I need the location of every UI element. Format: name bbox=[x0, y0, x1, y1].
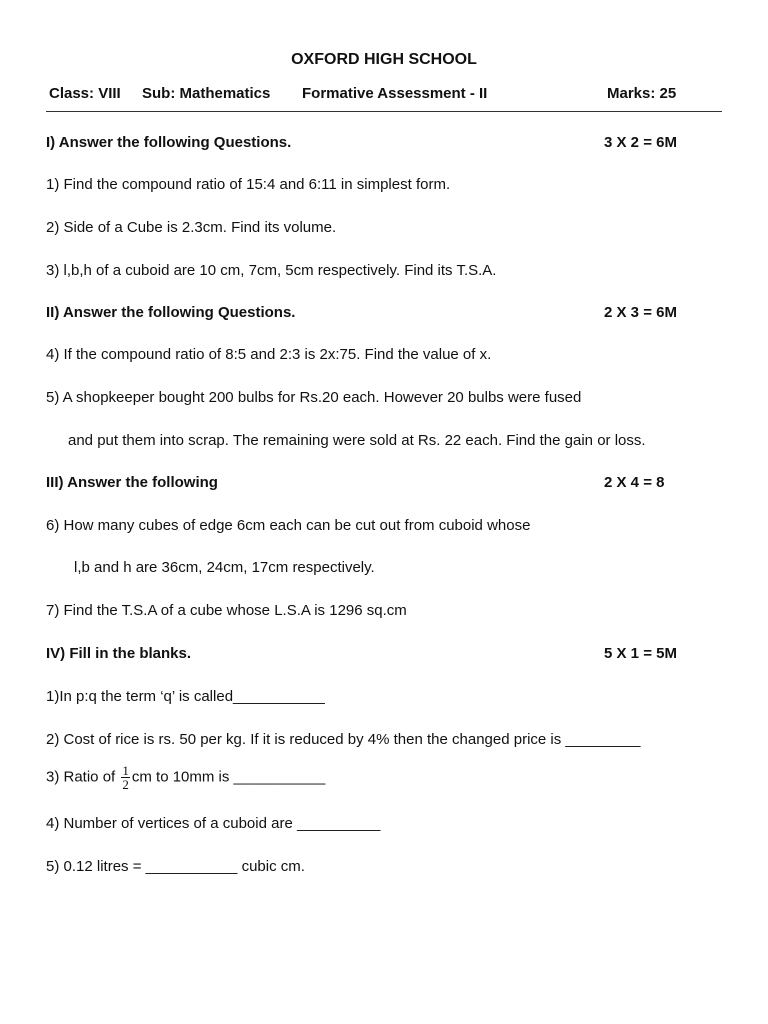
question-5-line-2: and put them into scrap. The remaining were sold at Rs. 22 each. Find the gain or loss. bbox=[68, 432, 646, 449]
section-3-marks: 2 X 4 = 8 bbox=[604, 474, 665, 491]
question-7: 7) Find the T.S.A of a cube whose L.S.A is 1296 sq.cm bbox=[46, 602, 407, 619]
question-6-line-1: 6) How many cubes of edge 6cm each can be cut out from cuboid whose bbox=[46, 517, 531, 534]
header-divider bbox=[46, 111, 722, 112]
fraction-numerator: 1 bbox=[122, 763, 129, 778]
question-2: 2) Side of a Cube is 2.3cm. Find its volume. bbox=[46, 219, 337, 236]
question-5-line-1: 5) A shopkeeper bought 200 bulbs for Rs.20 each. However 20 bulbs were fused bbox=[46, 389, 582, 406]
blank-3-prefix: 3) Ratio of bbox=[46, 768, 116, 786]
blank-2: 2) Cost of rice is rs. 50 per kg. If it is reduced by 4% then the changed price is _________ bbox=[46, 731, 641, 748]
section-1-heading: I) Answer the following Questions. bbox=[46, 134, 292, 151]
subject-label: Sub: Mathematics bbox=[142, 85, 271, 102]
school-title: OXFORD HIGH SCHOOL bbox=[291, 51, 477, 68]
class-label: Class: VIII bbox=[49, 85, 121, 102]
section-3-heading: III) Answer the following bbox=[46, 474, 218, 491]
total-marks-label: Marks: 25 bbox=[607, 85, 677, 102]
fraction-denominator: 2 bbox=[122, 777, 129, 792]
blank-5: 5) 0.12 litres = ___________ cubic cm. bbox=[46, 858, 305, 875]
section-4-heading: IV) Fill in the blanks. bbox=[46, 645, 192, 662]
blank-3-suffix: cm to 10mm is ___________ bbox=[131, 768, 326, 786]
question-4: 4) If the compound ratio of 8:5 and 2:3 is 2x:75. Find the value of x. bbox=[46, 346, 492, 363]
question-1: 1) Find the compound ratio of 15:4 and 6:11 in simplest form. bbox=[46, 176, 451, 193]
blank-1: 1)In p:q the term ‘q’ is called___________ bbox=[46, 688, 325, 705]
question-3: 3) l,b,h of a cuboid are 10 cm, 7cm, 5cm respectively. Find its T.S.A. bbox=[46, 262, 497, 279]
section-2-marks: 2 X 3 = 6M bbox=[604, 304, 677, 321]
exam-label: Formative Assessment - II bbox=[302, 85, 488, 102]
blank-3 bbox=[46, 764, 325, 791]
section-2-heading: II) Answer the following Questions. bbox=[46, 304, 296, 321]
section-1-marks: 3 X 2 = 6M bbox=[604, 134, 677, 151]
blank-4: 4) Number of vertices of a cuboid are __________ bbox=[46, 815, 381, 832]
question-6-line-2: l,b and h are 36cm, 24cm, 17cm respectively. bbox=[74, 559, 375, 576]
section-4-marks: 5 X 1 = 5M bbox=[604, 645, 677, 662]
half-fraction bbox=[121, 764, 130, 791]
